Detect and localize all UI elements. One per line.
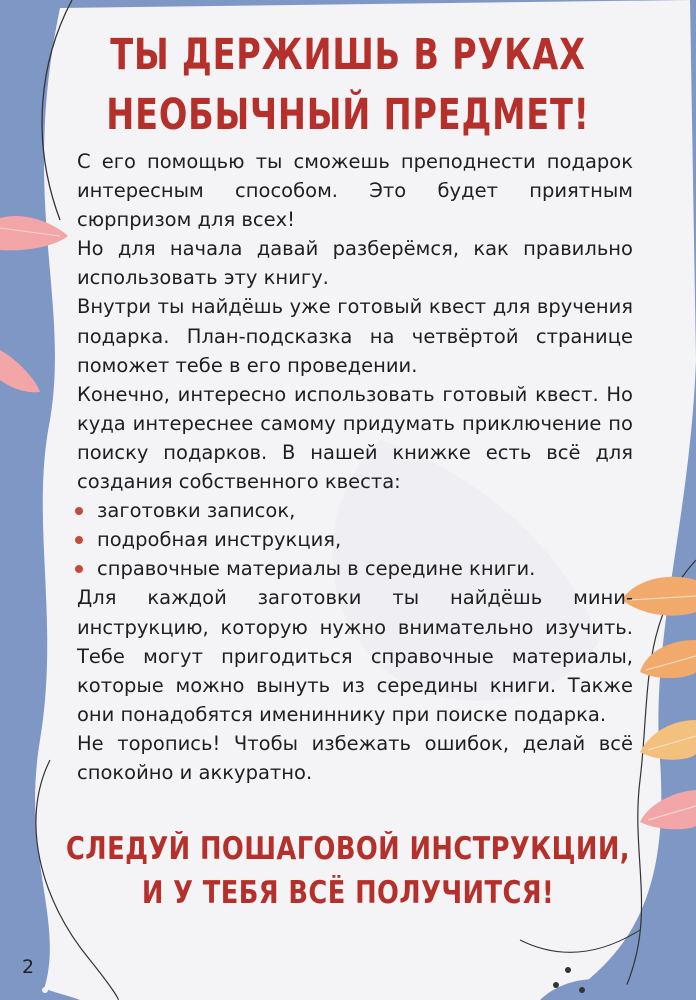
bullet-dot-icon — [75, 565, 83, 573]
list-item: справочные материалы в середине книги. — [77, 554, 633, 583]
bullet-dot-icon — [75, 536, 83, 544]
page-number: 2 — [22, 956, 35, 978]
body-text — [77, 147, 633, 787]
list-item: заготовки записок, — [77, 496, 633, 525]
bullet-dot-icon — [75, 507, 83, 515]
bullet-list — [77, 496, 633, 583]
paragraph-intro: С его помощью ты сможешь преподнести подарок интересным способом. Это будет приятным сюрпризом для всех! — [77, 150, 633, 232]
paragraph-how-to: Но для начала давай разберёмся, как правильно использовать эту книгу. — [77, 237, 633, 290]
closing-line-1: СЛЕДУЙ ПОШАГОВОЙ ИНСТРУКЦИИ, — [65, 831, 630, 867]
paragraph-instructions: Для каждой заготовки ты найдёшь мини-инструкцию, которую нужно внимательно изучить. Тебе могут пригодиться справочные материалы, которые можно вынуть из середины книги. Также они понадобятся имениннику при поиске подарка. — [77, 586, 633, 726]
page-title-line-2: НЕОБЫЧНЫЙ ПРЕДМЕТ! — [106, 90, 590, 140]
closing-line-2: И У ТЕБЯ ВСЁ ПОЛУЧИТСЯ! — [141, 875, 555, 911]
paragraph-advice: Не торопись! Чтобы избежать ошибок, делай всё спокойно и аккуратно. — [77, 731, 633, 784]
paragraph-own-quest: Конечно, интересно использовать готовый квест. Но куда интереснее самому придумать приключение по поиску подарков. В нашей книжке есть всё для создания собственного квеста: — [77, 382, 633, 494]
page-title-line-1: ТЫ ДЕРЖИШЬ В РУКАХ — [110, 30, 586, 80]
paragraph-ready-quest: Внутри ты найдёшь уже готовый квест для вручения подарка. План-подсказка на четвёртой странице поможет тебе в его проведении. — [77, 295, 633, 377]
list-item: подробная инструкция, — [77, 525, 633, 554]
